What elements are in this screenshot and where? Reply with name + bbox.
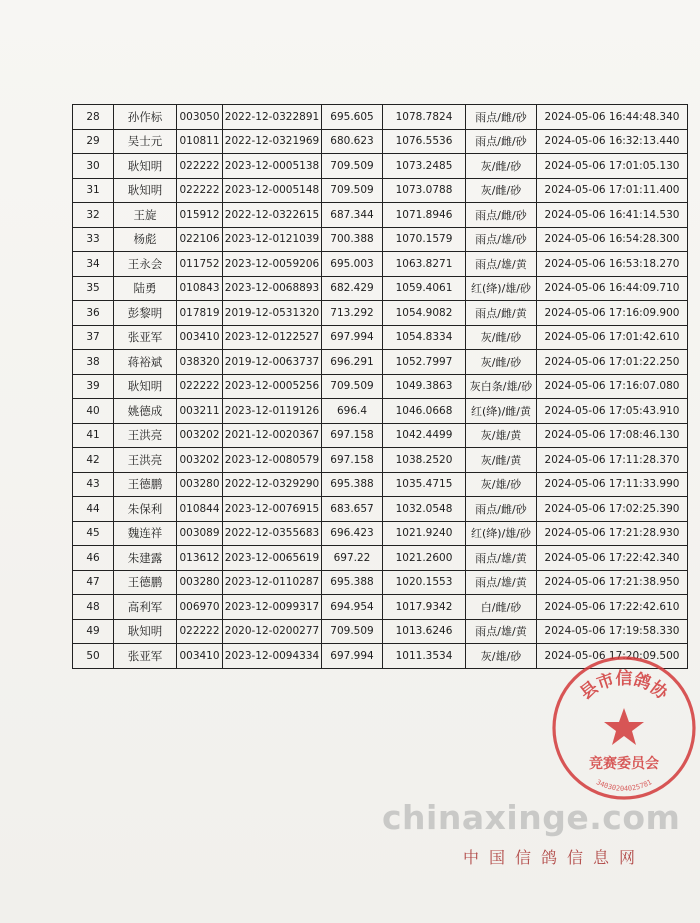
cell-ring: 2023-12-0005138 xyxy=(223,154,322,179)
table-row xyxy=(73,595,688,620)
cell-code: 003202 xyxy=(177,423,223,448)
cell-rank: 36 xyxy=(73,301,114,326)
cell-feather: 红(绛)/雌/黄 xyxy=(466,399,537,424)
cell-dist: 695.605 xyxy=(322,105,383,130)
cell-speed: 1054.9082 xyxy=(383,301,466,326)
cell-speed: 1021.9240 xyxy=(383,521,466,546)
cell-dist: 695.388 xyxy=(322,472,383,497)
cell-ring: 2022-12-0322891 xyxy=(223,105,322,130)
cell-feather: 灰/雄/砂 xyxy=(466,472,537,497)
cell-speed: 1052.7997 xyxy=(383,350,466,375)
table-row xyxy=(73,472,688,497)
cell-name: 杨彪 xyxy=(114,227,177,252)
cell-name: 吴士元 xyxy=(114,129,177,154)
cell-dist: 697.22 xyxy=(322,546,383,571)
cell-code: 003050 xyxy=(177,105,223,130)
cell-name: 王德鹏 xyxy=(114,472,177,497)
cell-ring: 2023-12-0122527 xyxy=(223,325,322,350)
cell-ring: 2022-12-0322615 xyxy=(223,203,322,228)
table-row xyxy=(73,521,688,546)
cell-ring: 2023-12-0005148 xyxy=(223,178,322,203)
cell-ring: 2021-12-0020367 xyxy=(223,423,322,448)
cell-dist: 709.509 xyxy=(322,178,383,203)
cell-speed: 1063.8271 xyxy=(383,252,466,277)
cell-ring: 2019-12-0531320 xyxy=(223,301,322,326)
cell-dist: 696.423 xyxy=(322,521,383,546)
table-row xyxy=(73,423,688,448)
table-row xyxy=(73,374,688,399)
cell-code: 013612 xyxy=(177,546,223,571)
cell-feather: 灰白条/雄/砂 xyxy=(466,374,537,399)
cell-rank: 38 xyxy=(73,350,114,375)
cell-ring: 2023-12-0099317 xyxy=(223,595,322,620)
cell-rank: 43 xyxy=(73,472,114,497)
cell-code: 022222 xyxy=(177,374,223,399)
cell-rank: 31 xyxy=(73,178,114,203)
cell-name: 王洪亮 xyxy=(114,423,177,448)
cell-speed: 1017.9342 xyxy=(383,595,466,620)
cell-code: 003410 xyxy=(177,644,223,669)
table-row xyxy=(73,178,688,203)
cell-time: 2024-05-06 17:22:42.340 xyxy=(537,546,688,571)
cell-time: 2024-05-06 17:02:25.390 xyxy=(537,497,688,522)
cell-time: 2024-05-06 17:01:11.400 xyxy=(537,178,688,203)
cell-name: 王德鹏 xyxy=(114,570,177,595)
cell-ring: 2023-12-0080579 xyxy=(223,448,322,473)
cell-dist: 697.994 xyxy=(322,325,383,350)
cell-time: 2024-05-06 17:21:28.930 xyxy=(537,521,688,546)
cell-code: 022222 xyxy=(177,154,223,179)
table-row xyxy=(73,129,688,154)
svg-text:县市信鸽协 xyxy=(576,668,672,704)
cell-code: 022222 xyxy=(177,178,223,203)
cell-feather: 雨点/雌/砂 xyxy=(466,203,537,228)
cell-time: 2024-05-06 17:11:28.370 xyxy=(537,448,688,473)
table-row xyxy=(73,276,688,301)
cell-name: 朱建露 xyxy=(114,546,177,571)
cell-code: 017819 xyxy=(177,301,223,326)
cell-rank: 28 xyxy=(73,105,114,130)
seal-star-icon xyxy=(604,708,644,745)
cell-rank: 44 xyxy=(73,497,114,522)
cell-code: 003211 xyxy=(177,399,223,424)
watermark-logo: chinaxinge.com xyxy=(382,798,681,837)
cell-code: 003280 xyxy=(177,472,223,497)
cell-time: 2024-05-06 17:11:33.990 xyxy=(537,472,688,497)
table-row xyxy=(73,399,688,424)
table-row xyxy=(73,448,688,473)
cell-dist: 694.954 xyxy=(322,595,383,620)
cell-ring: 2023-12-0121039 xyxy=(223,227,322,252)
cell-code: 011752 xyxy=(177,252,223,277)
cell-feather: 灰/雄/黄 xyxy=(466,423,537,448)
cell-name: 魏连祥 xyxy=(114,521,177,546)
cell-dist: 697.158 xyxy=(322,448,383,473)
cell-speed: 1078.7824 xyxy=(383,105,466,130)
watermark-subtitle: 中国信鸽信息网 xyxy=(463,848,646,867)
cell-ring: 2023-12-0119126 xyxy=(223,399,322,424)
cell-feather: 雨点/雌/黄 xyxy=(466,301,537,326)
cell-ring: 2019-12-0063737 xyxy=(223,350,322,375)
cell-ring: 2022-12-0355683 xyxy=(223,521,322,546)
table-row xyxy=(73,154,688,179)
cell-speed: 1076.5536 xyxy=(383,129,466,154)
cell-rank: 29 xyxy=(73,129,114,154)
cell-dist: 709.509 xyxy=(322,374,383,399)
cell-dist: 697.994 xyxy=(322,644,383,669)
cell-feather: 红(绛)/雄/砂 xyxy=(466,521,537,546)
table-row xyxy=(73,619,688,644)
table-row xyxy=(73,570,688,595)
cell-code: 006970 xyxy=(177,595,223,620)
cell-code: 015912 xyxy=(177,203,223,228)
cell-rank: 35 xyxy=(73,276,114,301)
cell-rank: 30 xyxy=(73,154,114,179)
cell-rank: 46 xyxy=(73,546,114,571)
cell-speed: 1049.3863 xyxy=(383,374,466,399)
cell-name: 彭黎明 xyxy=(114,301,177,326)
seal-inner-text: 竞赛委员会 xyxy=(589,756,659,772)
cell-speed: 1032.0548 xyxy=(383,497,466,522)
cell-time: 2024-05-06 17:08:46.130 xyxy=(537,423,688,448)
cell-dist: 696.291 xyxy=(322,350,383,375)
cell-ring: 2023-12-0005256 xyxy=(223,374,322,399)
cell-name: 耿知明 xyxy=(114,154,177,179)
cell-ring: 2023-12-0076915 xyxy=(223,497,322,522)
cell-dist: 696.4 xyxy=(322,399,383,424)
table-row xyxy=(73,105,688,130)
cell-time: 2024-05-06 16:41:14.530 xyxy=(537,203,688,228)
cell-speed: 1054.8334 xyxy=(383,325,466,350)
cell-time: 2024-05-06 17:01:05.130 xyxy=(537,154,688,179)
cell-time: 2024-05-06 16:54:28.300 xyxy=(537,227,688,252)
cell-feather: 灰/雌/砂 xyxy=(466,350,537,375)
cell-rank: 50 xyxy=(73,644,114,669)
cell-code: 003410 xyxy=(177,325,223,350)
cell-dist: 687.344 xyxy=(322,203,383,228)
cell-time: 2024-05-06 17:16:09.900 xyxy=(537,301,688,326)
cell-dist: 683.657 xyxy=(322,497,383,522)
cell-code: 010811 xyxy=(177,129,223,154)
cell-rank: 40 xyxy=(73,399,114,424)
cell-feather: 雨点/雌/砂 xyxy=(466,129,537,154)
cell-rank: 41 xyxy=(73,423,114,448)
cell-time: 2024-05-06 17:22:42.610 xyxy=(537,595,688,620)
cell-time: 2024-05-06 17:16:07.080 xyxy=(537,374,688,399)
cell-time: 2024-05-06 16:44:09.710 xyxy=(537,276,688,301)
table-row xyxy=(73,227,688,252)
cell-speed: 1046.0668 xyxy=(383,399,466,424)
cell-name: 朱保利 xyxy=(114,497,177,522)
table-row xyxy=(73,325,688,350)
cell-rank: 33 xyxy=(73,227,114,252)
cell-speed: 1035.4715 xyxy=(383,472,466,497)
cell-speed: 1071.8946 xyxy=(383,203,466,228)
table-row xyxy=(73,350,688,375)
seal-outer-text: 县市信鸽协 xyxy=(576,669,672,704)
cell-speed: 1021.2600 xyxy=(383,546,466,571)
cell-rank: 34 xyxy=(73,252,114,277)
table-row xyxy=(73,252,688,277)
cell-speed: 1042.4499 xyxy=(383,423,466,448)
cell-name: 孙作标 xyxy=(114,105,177,130)
cell-name: 王洪亮 xyxy=(114,448,177,473)
cell-dist: 680.623 xyxy=(322,129,383,154)
cell-dist: 695.003 xyxy=(322,252,383,277)
cell-feather: 雨点/雄/黄 xyxy=(466,570,537,595)
table-row xyxy=(73,301,688,326)
cell-name: 蒋裕斌 xyxy=(114,350,177,375)
cell-feather: 灰/雌/砂 xyxy=(466,154,537,179)
svg-text:34030204025781 xyxy=(595,778,653,793)
cell-name: 王永会 xyxy=(114,252,177,277)
cell-code: 010843 xyxy=(177,276,223,301)
cell-ring: 2023-12-0110287 xyxy=(223,570,322,595)
cell-feather: 灰/雌/砂 xyxy=(466,178,537,203)
cell-feather: 雨点/雌/砂 xyxy=(466,497,537,522)
table-row xyxy=(73,497,688,522)
cell-rank: 37 xyxy=(73,325,114,350)
cell-code: 003280 xyxy=(177,570,223,595)
cell-time: 2024-05-06 16:32:13.440 xyxy=(537,129,688,154)
cell-ring: 2023-12-0065619 xyxy=(223,546,322,571)
cell-name: 耿知明 xyxy=(114,374,177,399)
table-row xyxy=(73,546,688,571)
cell-dist: 709.509 xyxy=(322,619,383,644)
cell-time: 2024-05-06 17:20:09.500 xyxy=(537,644,688,669)
cell-ring: 2023-12-0068893 xyxy=(223,276,322,301)
cell-ring: 2022-12-0321969 xyxy=(223,129,322,154)
results-table-body xyxy=(73,105,688,669)
cell-feather: 灰/雌/黄 xyxy=(466,448,537,473)
cell-code: 038320 xyxy=(177,350,223,375)
cell-ring: 2020-12-0200277 xyxy=(223,619,322,644)
cell-ring: 2023-12-0059206 xyxy=(223,252,322,277)
cell-speed: 1070.1579 xyxy=(383,227,466,252)
official-seal xyxy=(548,652,700,804)
cell-time: 2024-05-06 17:19:58.330 xyxy=(537,619,688,644)
cell-rank: 39 xyxy=(73,374,114,399)
cell-time: 2024-05-06 16:53:18.270 xyxy=(537,252,688,277)
seal-serial: 34030204025781 xyxy=(594,778,654,793)
cell-name: 耿知明 xyxy=(114,178,177,203)
cell-dist: 682.429 xyxy=(322,276,383,301)
cell-rank: 32 xyxy=(73,203,114,228)
cell-feather: 红(绛)/雄/砂 xyxy=(466,276,537,301)
cell-feather: 雨点/雄/黄 xyxy=(466,546,537,571)
cell-name: 高利军 xyxy=(114,595,177,620)
cell-rank: 47 xyxy=(73,570,114,595)
cell-feather: 灰/雌/砂 xyxy=(466,325,537,350)
cell-feather: 白/雌/砂 xyxy=(466,595,537,620)
cell-code: 003202 xyxy=(177,448,223,473)
cell-speed: 1073.0788 xyxy=(383,178,466,203)
cell-feather: 雨点/雄/砂 xyxy=(466,227,537,252)
cell-rank: 42 xyxy=(73,448,114,473)
cell-feather: 雨点/雄/黄 xyxy=(466,252,537,277)
cell-speed: 1059.4061 xyxy=(383,276,466,301)
cell-name: 耿知明 xyxy=(114,619,177,644)
cell-dist: 713.292 xyxy=(322,301,383,326)
cell-code: 022106 xyxy=(177,227,223,252)
cell-speed: 1013.6246 xyxy=(383,619,466,644)
cell-time: 2024-05-06 17:01:42.610 xyxy=(537,325,688,350)
cell-time: 2024-05-06 16:44:48.340 xyxy=(537,105,688,130)
cell-name: 王旋 xyxy=(114,203,177,228)
cell-rank: 45 xyxy=(73,521,114,546)
cell-ring: 2023-12-0094334 xyxy=(223,644,322,669)
cell-feather: 雨点/雌/砂 xyxy=(466,105,537,130)
cell-name: 陆勇 xyxy=(114,276,177,301)
cell-speed: 1011.3534 xyxy=(383,644,466,669)
cell-code: 010844 xyxy=(177,497,223,522)
cell-speed: 1073.2485 xyxy=(383,154,466,179)
results-table xyxy=(72,104,688,669)
cell-dist: 697.158 xyxy=(322,423,383,448)
cell-code: 022222 xyxy=(177,619,223,644)
cell-speed: 1020.1553 xyxy=(383,570,466,595)
cell-rank: 49 xyxy=(73,619,114,644)
cell-dist: 700.388 xyxy=(322,227,383,252)
cell-name: 张亚军 xyxy=(114,325,177,350)
cell-code: 003089 xyxy=(177,521,223,546)
cell-time: 2024-05-06 17:05:43.910 xyxy=(537,399,688,424)
table-row xyxy=(73,203,688,228)
cell-time: 2024-05-06 17:01:22.250 xyxy=(537,350,688,375)
cell-ring: 2022-12-0329290 xyxy=(223,472,322,497)
cell-feather: 灰/雄/砂 xyxy=(466,644,537,669)
cell-name: 姚德成 xyxy=(114,399,177,424)
cell-dist: 695.388 xyxy=(322,570,383,595)
cell-dist: 709.509 xyxy=(322,154,383,179)
cell-time: 2024-05-06 17:21:38.950 xyxy=(537,570,688,595)
cell-speed: 1038.2520 xyxy=(383,448,466,473)
cell-name: 张亚军 xyxy=(114,644,177,669)
cell-feather: 雨点/雄/黄 xyxy=(466,619,537,644)
cell-rank: 48 xyxy=(73,595,114,620)
